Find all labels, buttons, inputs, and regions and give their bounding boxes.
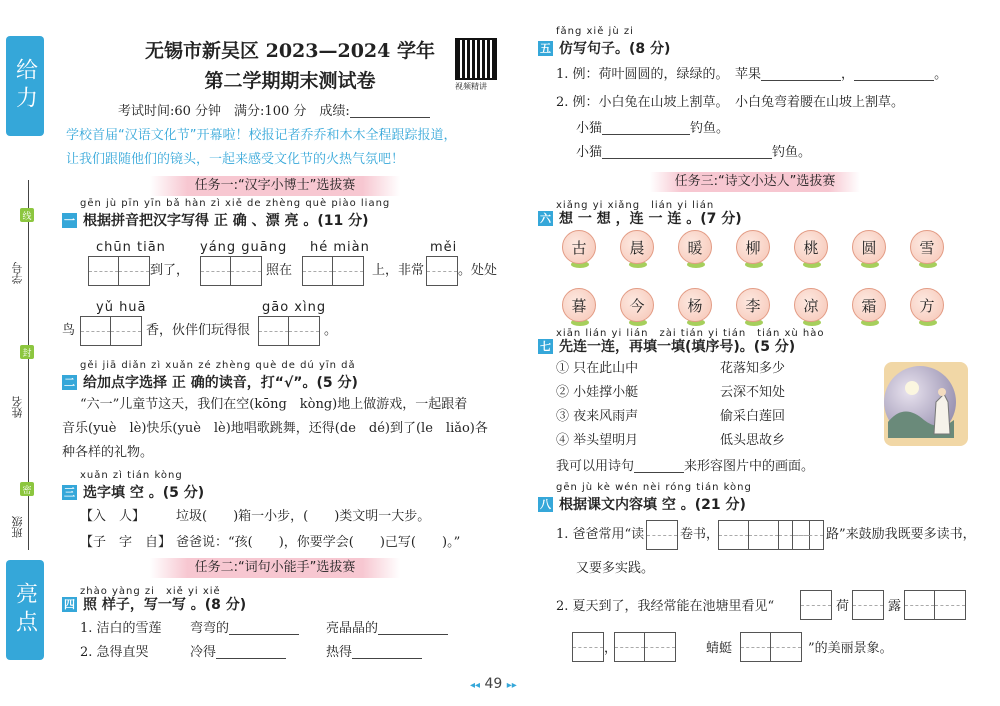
- q7-pinyin: xiān lián yi lián zài tián yi tián tián xù hào: [556, 328, 825, 339]
- banji-label: 班级: [11, 516, 24, 538]
- q8-grid-4[interactable]: [800, 590, 832, 620]
- q3-pinyin: xuǎn zì tián kòng: [80, 470, 183, 481]
- xuehao-label: 学号: [11, 262, 24, 284]
- q1-text-niao: 鸟: [62, 323, 76, 338]
- q1-text-chu: 。处处: [458, 263, 498, 278]
- q1-grid-1[interactable]: [88, 256, 150, 286]
- q6-bottom-4[interactable]: 凉: [794, 288, 828, 322]
- q5-heading: 五 仿写句子。(8 分): [540, 41, 671, 57]
- q7-heading: 七 先连一连，再填一填(填序号)。(5 分): [540, 339, 796, 355]
- q8-grid-8[interactable]: [614, 632, 676, 662]
- intro-line-1: 学校首届“汉语文化节”开幕啦！校报记者乔乔和木木全程跟踪报道，: [66, 128, 457, 143]
- q8-l2a: 2. 夏天到了，我经常能在池塘里看见“: [556, 599, 775, 614]
- q8-grid-9[interactable]: [740, 632, 802, 662]
- q4-heading: 四 照 样子，写一写 。(8 分): [64, 597, 247, 613]
- q8-l1a: 1. 爸爸常用“读: [556, 527, 645, 542]
- q6-top-3[interactable]: 柳: [736, 230, 770, 264]
- q7-left-3: ④ 举头望明月: [556, 433, 639, 448]
- q6-pinyin: xiǎng yi xiǎng lián yi lián: [556, 200, 715, 211]
- q8-grid-3[interactable]: [792, 520, 824, 550]
- q6-bottom-1[interactable]: 今: [620, 288, 654, 322]
- q1-py-hemian: hé miàn: [310, 240, 370, 255]
- q8-l3b: 蜻蜓: [706, 641, 733, 656]
- q3-row2-options: 【子 字 自】: [80, 535, 172, 550]
- task3-banner: 任务三:“诗文小达人”选拔赛: [650, 172, 860, 192]
- prev-arrows-icon: ◂◂: [470, 680, 481, 691]
- q5-line-2: 2. 例：小白兔在山坡上割草。 小白兔弯着腰在山坡上割草。: [556, 95, 905, 110]
- qr-code-icon[interactable]: [455, 38, 497, 80]
- q1-grid-4[interactable]: [426, 256, 458, 286]
- q4-r2a: 2. 急得直哭: [80, 645, 149, 660]
- q1-py-yuhua: yǔ huā: [96, 300, 147, 315]
- q7-right-3: 低头思故乡: [720, 433, 786, 448]
- q8-l1b: 卷书，: [680, 527, 720, 542]
- q6-bottom-0[interactable]: 暮: [562, 288, 596, 322]
- q1-text-xiang: 香，伙伴们玩得很: [146, 323, 251, 338]
- q2-line-3: 种各样的礼物。: [62, 445, 154, 460]
- q6-top-2[interactable]: 暖: [678, 230, 712, 264]
- q3-row1: 垃圾( )箱一小步，( )类文明一大步。: [176, 509, 431, 524]
- qr-label: 视频精讲: [455, 82, 487, 91]
- q4-r1b: 弯弯的: [190, 620, 299, 638]
- q8-l2c: 露: [888, 599, 902, 614]
- q7-left-1: ② 小娃撑小艇: [556, 385, 639, 400]
- task2-banner: 任务二:“词句小能手”选拔赛: [150, 558, 400, 578]
- q6-bottom-6[interactable]: 方: [910, 288, 944, 322]
- q1-grid-5[interactable]: [80, 316, 142, 346]
- q3-row1-options: 【入 人】: [80, 509, 146, 524]
- q8-l2b: 荷: [836, 599, 850, 614]
- side-tab-bottom: 亮点: [6, 560, 44, 660]
- q8-grid-6[interactable]: [904, 590, 966, 620]
- q4-r1c: 亮晶晶的: [326, 620, 448, 638]
- q1-py-mei: měi: [430, 240, 458, 255]
- exam-title-1: 无锡市新吴区 2023—2024 学年: [145, 40, 435, 62]
- q1-py-gaoxing: gāo xìng: [262, 300, 327, 315]
- q8-l1d: 又要多实践。: [576, 561, 655, 576]
- poem-illustration: [884, 362, 968, 446]
- task1-banner: 任务一:“汉字小博士”选拔赛: [150, 176, 400, 196]
- exam-title-2: 第二学期期末测试卷: [204, 70, 376, 92]
- q6-top-1[interactable]: 晨: [620, 230, 654, 264]
- q8-l3c: ”的美丽景象。: [808, 641, 893, 656]
- q1-grid-6[interactable]: [258, 316, 320, 346]
- q5-pinyin: fǎng xiě jù zi: [556, 26, 634, 37]
- q1-text-shang: 上，非常: [372, 263, 425, 278]
- q7-right-2: 偷采白莲回: [720, 409, 786, 424]
- q6-bottom-5[interactable]: 霜: [852, 288, 886, 322]
- q8-l3a: ，: [604, 641, 618, 656]
- q7-right-0: 花落知多少: [720, 361, 786, 376]
- intro-line-2: 让我们跟随他们的镜头，一起来感受文化节的火热气氛吧！: [66, 152, 405, 167]
- exam-info: 考试时间:60 分钟 满分:100 分 成绩:: [118, 100, 430, 119]
- side-mark-xian: 线: [20, 208, 34, 222]
- q4-pinyin: zhào yàng zi xiě yi xiě: [80, 586, 221, 597]
- q6-top-0[interactable]: 古: [562, 230, 596, 264]
- q8-grid-1[interactable]: [646, 520, 678, 550]
- q5-line-1: 1. 例：荷叶圆圆的，绿绿的。 苹果 ， 。: [556, 67, 948, 82]
- q1-grid-3[interactable]: [302, 256, 364, 286]
- q8-grid-5[interactable]: [852, 590, 884, 620]
- q1-pinyin: gēn jù pīn yīn bǎ hàn zì xiě de zhèng què piào liang: [80, 198, 391, 209]
- q1-text-zhaozai: 照在: [266, 263, 293, 278]
- q4-r1a: 1. 洁白的雪莲: [80, 621, 162, 636]
- side-mark-mi: 密: [20, 482, 34, 496]
- q1-py-chuntian: chūn tiān: [96, 240, 166, 255]
- q2-heading: 二 给加点字选择 正 确的读音，打“√”。(5 分): [64, 375, 358, 391]
- q1-text-daole: 到了，: [150, 263, 190, 278]
- q1-py-yangguang: yáng guāng: [200, 240, 288, 255]
- next-arrows-icon: ▸▸: [506, 680, 517, 691]
- q2-line-1: “六一”儿童节这天，我们在空(kōng kòng)地上做游戏，一起跟着: [80, 397, 468, 412]
- q8-grid-7[interactable]: [572, 632, 604, 662]
- q6-top-5[interactable]: 圆: [852, 230, 886, 264]
- moon-shape: [905, 381, 919, 395]
- q1-heading: 一 根据拼音把汉字写得 正 确 、漂 亮 。(11 分): [64, 213, 369, 229]
- q8-heading: 八 根据课文内容填 空 。(21 分): [540, 497, 746, 513]
- q6-top-4[interactable]: 桃: [794, 230, 828, 264]
- q4-r2c: 热得: [326, 644, 422, 662]
- q3-row2: 爸爸说：“孩( )，你要学会( )己写( )。”: [176, 535, 461, 550]
- side-tab-top: 给力: [6, 36, 44, 136]
- q4-r2b: 冷得: [190, 644, 286, 662]
- q1-grid-2[interactable]: [200, 256, 262, 286]
- q6-heading: 六 想 一 想 ，连 一 连 。(7 分): [540, 211, 742, 227]
- q2-line-2: 音乐(yuè lè)快乐(yuè lè)地唱歌跳舞，还得(de dé)到了(le liǎo)各: [62, 421, 488, 436]
- q6-top-6[interactable]: 雪: [910, 230, 944, 264]
- side-mark-feng: 封: [20, 345, 34, 359]
- q5-line-4: 小猫 钓鱼。: [576, 145, 812, 160]
- q6-bottom-3[interactable]: 李: [736, 288, 770, 322]
- q7-right-1: 云深不知处: [720, 385, 786, 400]
- q7-left-2: ③ 夜来风雨声: [556, 409, 639, 424]
- q7-tail: 我可以用诗句 来形容图片中的画面。: [556, 459, 815, 474]
- q2-pinyin: gěi jiā diǎn zì xuǎn zé zhèng què de dú yīn dǎ: [80, 360, 356, 371]
- q3-heading: 三 选字填 空 。(5 分): [64, 485, 205, 501]
- q1-text-end: 。: [324, 323, 338, 338]
- q8-l1c: 路”来鼓励我既要多读书，: [826, 527, 976, 542]
- page-number: ◂◂ 49 ▸▸: [470, 676, 517, 692]
- q8-pinyin: gēn jù kè wén nèi róng tián kòng: [556, 482, 752, 493]
- q6-bottom-2[interactable]: 杨: [678, 288, 712, 322]
- xingming-label: 姓名: [11, 396, 24, 418]
- q7-left-0: ① 只在此山中: [556, 361, 639, 376]
- q5-line-3: 小猫 钓鱼。: [576, 121, 730, 136]
